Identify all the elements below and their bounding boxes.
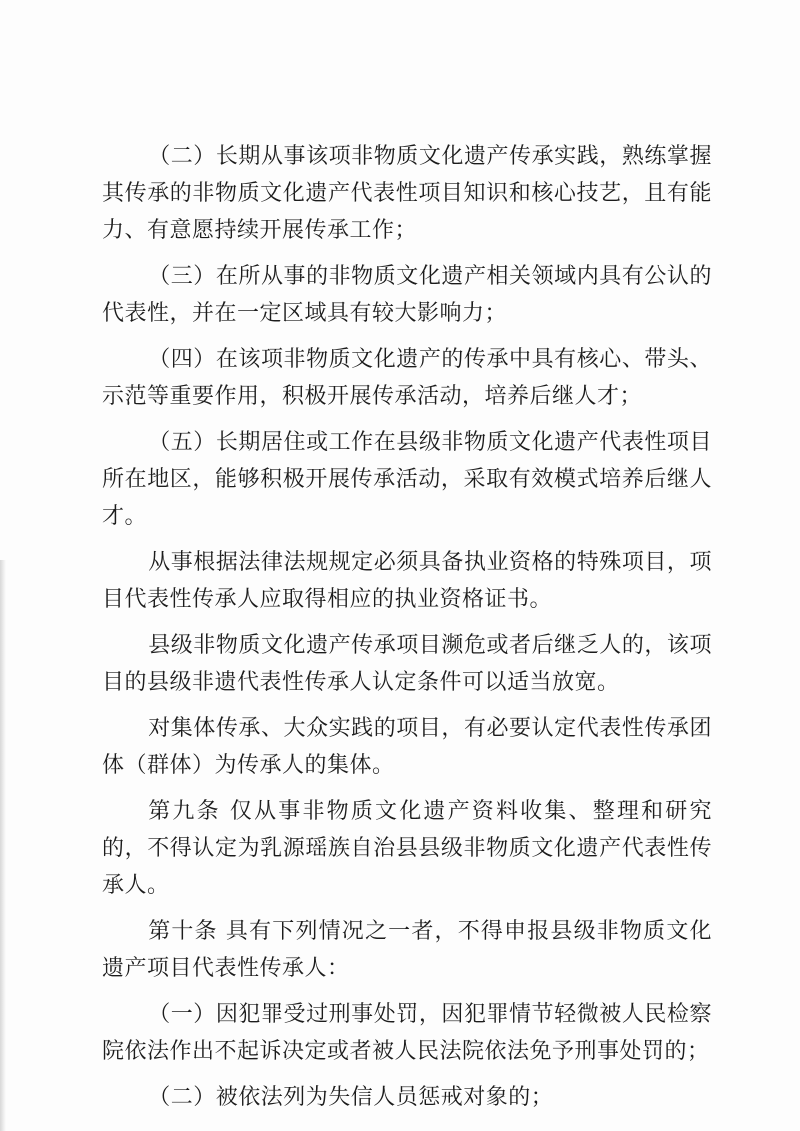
article-9: 第九条 仅从事非物质文化遗产资料收集、整理和研究的，不得认定为乳源瑶族自治县县级非物质文化遗产代表性传承人。 xyxy=(102,799,712,898)
article-10-item-2: （二）被依法列为失信人员惩戒对象的； xyxy=(148,1085,554,1110)
paragraph-license-requirement: 从事根据法律法规规定必须具备执业资格的特殊项目，项目代表性传承人应取得相应的执业资格证书。 xyxy=(102,550,712,612)
document-body xyxy=(102,138,712,1125)
article-10: 第十条 具有下列情况之一者，不得申报县级非物质文化遗产项目代表性传承人： xyxy=(102,919,712,981)
paragraph-item-4: （四）在该项非物质文化遗产的传承中具有核心、带头、示范等重要作用，积极开展传承活动，培养后继人才； xyxy=(102,347,712,409)
paragraph-endangered-relaxation: 县级非物质文化遗产传承项目濒危或者后继乏人的，该项目的县级非遗代表性传承人认定条件可以适当放宽。 xyxy=(102,633,712,695)
scan-edge-shadow xyxy=(0,560,6,1131)
paragraph-item-5: （五）长期居住或工作在县级非物质文化遗产代表性项目所在地区，能够积极开展传承活动，采取有效模式培养后继人才。 xyxy=(102,430,712,529)
paragraph-collective-inheritance: 对集体传承、大众实践的项目，有必要认定代表性传承团体（群体）为传承人的集体。 xyxy=(102,716,712,778)
article-10-item-1: （一）因犯罪受过刑事处罚，因犯罪情节轻微被人民检察院依法作出不起诉决定或者被人民法院依法免予刑事处罚的； xyxy=(102,1002,712,1064)
paragraph-item-2: （二）长期从事该项非物质文化遗产传承实践，熟练掌握其传承的非物质文化遗产代表性项目知识和核心技艺，且有能力、有意愿持续开展传承工作； xyxy=(102,144,712,243)
paragraph-item-3: （三）在所从事的非物质文化遗产相关领域内具有公认的代表性，并在一定区域具有较大影响力； xyxy=(102,264,712,326)
